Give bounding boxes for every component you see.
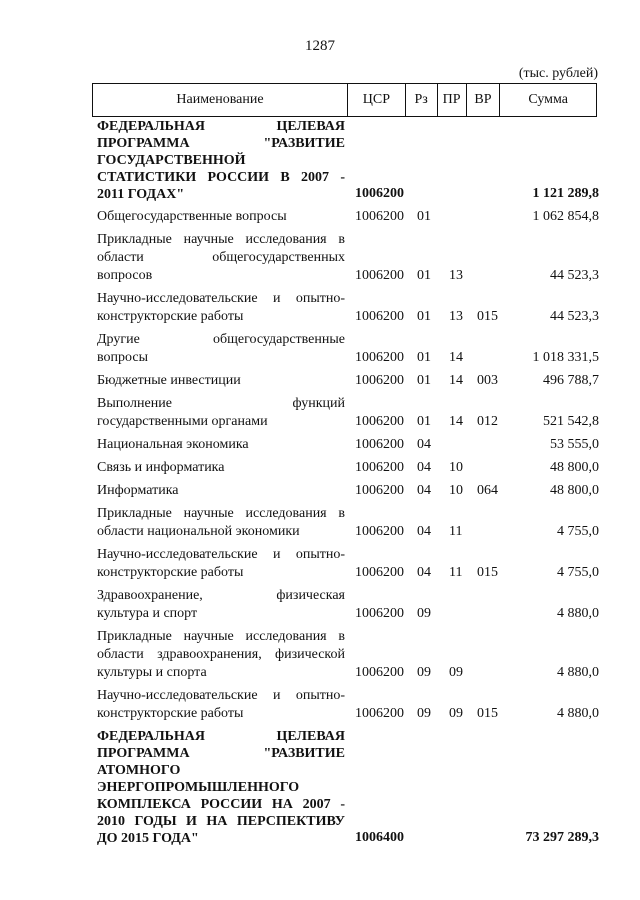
- row-vr: 003: [477, 373, 498, 388]
- row-csr: 1006400: [355, 830, 404, 845]
- row-pr: 14: [449, 373, 463, 388]
- row-csr: 1006200: [355, 483, 404, 498]
- table-row: [97, 372, 599, 390]
- row-name-line: конструкторские работы: [97, 706, 244, 721]
- row-name-line: 2011 ГОДАХ": [97, 187, 185, 202]
- row-csr: 1006200: [355, 460, 404, 475]
- row-name-line: области здравоохранения, физической: [97, 647, 345, 662]
- row-pr: 13: [449, 268, 463, 283]
- table-row: [97, 118, 599, 203]
- row-name-line: Научно-исследовательские и опытно-: [97, 688, 345, 703]
- row-name-line: АТОМНОГО: [97, 763, 181, 778]
- row-sum: 521 542,8: [543, 414, 599, 429]
- units-label: (тыс. рублей): [518, 66, 598, 81]
- row-pr: 11: [449, 565, 463, 580]
- table-row: [97, 482, 599, 500]
- header-vr: ВР: [467, 84, 501, 116]
- row-rz: 04: [417, 483, 431, 498]
- row-name-line: ДО 2015 ГОДА": [97, 831, 199, 846]
- row-rz: 09: [417, 606, 431, 621]
- row-rz: 04: [417, 460, 431, 475]
- table-row: [97, 290, 599, 326]
- row-name-line: ПРОГРАММА "РАЗВИТИЕ: [97, 746, 345, 761]
- table-row: [97, 459, 599, 477]
- row-rz: 04: [417, 437, 431, 452]
- row-name-line: вопросы: [97, 350, 148, 365]
- row-vr: 064: [477, 483, 498, 498]
- row-name-line: области национальной экономики: [97, 524, 300, 539]
- row-name-line: государственными органами: [97, 414, 268, 429]
- row-vr: 012: [477, 414, 498, 429]
- row-name-line: области общегосударственных: [97, 250, 345, 265]
- header-name: Наименование: [93, 84, 348, 116]
- row-csr: 1006200: [355, 209, 404, 224]
- row-name-line: ПРОГРАММА "РАЗВИТИЕ: [97, 136, 345, 151]
- row-name-line: вопросов: [97, 268, 153, 283]
- row-name-line: Информатика: [97, 483, 179, 498]
- row-sum: 1 062 854,8: [532, 209, 599, 224]
- table-row: [97, 587, 599, 623]
- row-rz: 01: [417, 350, 431, 365]
- page-number: 1287: [305, 38, 335, 54]
- row-csr: 1006200: [355, 186, 404, 201]
- row-vr: 015: [477, 309, 498, 324]
- row-name: [97, 628, 345, 682]
- row-name-line: Научно-исследовательские и опытно-: [97, 547, 345, 562]
- row-pr: 09: [449, 706, 463, 721]
- row-name-line: ФЕДЕРАЛЬНАЯ ЦЕЛЕВАЯ: [97, 119, 345, 134]
- row-sum: 44 523,3: [550, 268, 599, 283]
- row-pr: 09: [449, 665, 463, 680]
- row-rz: 01: [417, 373, 431, 388]
- header-sum: Сумма: [528, 92, 569, 107]
- table-row: [97, 628, 599, 682]
- table-row: [97, 395, 599, 431]
- row-pr: 10: [449, 460, 463, 475]
- row-sum: 496 788,7: [543, 373, 599, 388]
- row-sum: 48 800,0: [550, 483, 599, 498]
- row-name: [97, 687, 345, 723]
- row-name-line: культура и спорт: [97, 606, 198, 621]
- table-row: [97, 505, 599, 541]
- row-sum: 44 523,3: [550, 309, 599, 324]
- row-name-line: 2010 ГОДЫ И НА ПЕРСПЕКТИВУ: [97, 814, 345, 829]
- row-name: [97, 482, 345, 500]
- row-sum: 4 755,0: [557, 565, 599, 580]
- row-rz: 01: [417, 268, 431, 283]
- row-name-line: Прикладные научные исследования в: [97, 232, 345, 247]
- row-name: [97, 505, 345, 541]
- row-name-line: Связь и информатика: [97, 460, 225, 475]
- row-name: [97, 372, 345, 390]
- row-name-line: ЭНЕРГОПРОМЫШЛЕННОГО: [97, 780, 300, 795]
- row-name: [97, 331, 345, 367]
- row-csr: 1006200: [355, 437, 404, 452]
- row-name: [97, 231, 345, 285]
- row-pr: 14: [449, 414, 463, 429]
- row-csr: 1006200: [355, 373, 404, 388]
- row-sum: 73 297 289,3: [525, 830, 599, 845]
- row-vr: 015: [477, 706, 498, 721]
- row-name: [97, 395, 345, 431]
- header-csr: ЦСР: [348, 84, 406, 116]
- row-pr: 14: [449, 350, 463, 365]
- row-name-line: Общегосударственные вопросы: [97, 209, 287, 224]
- row-vr: 015: [477, 565, 498, 580]
- row-pr: 10: [449, 483, 463, 498]
- header-rz: Рз: [406, 84, 438, 116]
- row-name-line: Прикладные научные исследования в: [97, 506, 345, 521]
- row-csr: 1006200: [355, 606, 404, 621]
- row-name-line: Прикладные научные исследования в: [97, 629, 345, 644]
- row-sum: 4 755,0: [557, 524, 599, 539]
- row-csr: 1006200: [355, 706, 404, 721]
- row-name-line: Научно-исследовательские и опытно-: [97, 291, 345, 306]
- row-name: [97, 546, 345, 582]
- row-rz: 09: [417, 665, 431, 680]
- row-pr: 11: [449, 524, 463, 539]
- table-row: [97, 208, 599, 226]
- row-sum: 4 880,0: [557, 665, 599, 680]
- row-csr: 1006200: [355, 665, 404, 680]
- row-sum: 1 121 289,8: [532, 186, 599, 201]
- row-rz: 01: [417, 414, 431, 429]
- row-name-line: конструкторские работы: [97, 309, 244, 324]
- row-name: [97, 459, 345, 477]
- row-sum: 53 555,0: [550, 437, 599, 452]
- row-sum: 1 018 331,5: [532, 350, 599, 365]
- row-name-line: КОМПЛЕКСА РОССИИ НА 2007 -: [97, 797, 345, 812]
- row-name-line: Выполнение функций: [97, 396, 345, 411]
- row-name-line: Национальная экономика: [97, 437, 249, 452]
- table-row: [97, 728, 599, 847]
- row-name: [97, 728, 345, 847]
- table-header: [92, 83, 597, 117]
- row-name: [97, 208, 345, 226]
- table-row: [97, 546, 599, 582]
- row-csr: 1006200: [355, 565, 404, 580]
- table-row: [97, 231, 599, 285]
- row-name-line: ФЕДЕРАЛЬНАЯ ЦЕЛЕВАЯ: [97, 729, 345, 744]
- row-csr: 1006200: [355, 268, 404, 283]
- row-name-line: СТАТИСТИКИ РОССИИ В 2007 -: [97, 170, 345, 185]
- row-sum: 4 880,0: [557, 606, 599, 621]
- row-rz: 01: [417, 309, 431, 324]
- row-name-line: Бюджетные инвестиции: [97, 373, 241, 388]
- row-name: [97, 436, 345, 454]
- row-csr: 1006200: [355, 309, 404, 324]
- row-csr: 1006200: [355, 524, 404, 539]
- row-name-line: Другие общегосударственные: [97, 332, 345, 347]
- row-rz: 01: [417, 209, 431, 224]
- table-body: [97, 118, 599, 852]
- row-sum: 48 800,0: [550, 460, 599, 475]
- row-rz: 04: [417, 565, 431, 580]
- row-sum: 4 880,0: [557, 706, 599, 721]
- row-name-line: ГОСУДАРСТВЕННОЙ: [97, 153, 246, 168]
- row-name: [97, 118, 345, 203]
- row-name: [97, 587, 345, 623]
- row-name-line: конструкторские работы: [97, 565, 244, 580]
- row-csr: 1006200: [355, 414, 404, 429]
- row-name: [97, 290, 345, 326]
- row-name-line: культуры и спорта: [97, 665, 207, 680]
- row-csr: 1006200: [355, 350, 404, 365]
- row-name-line: Здравоохранение, физическая: [97, 588, 345, 603]
- header-pr: ПР: [438, 84, 467, 116]
- table-row: [97, 436, 599, 454]
- row-rz: 04: [417, 524, 431, 539]
- table-row: [97, 331, 599, 367]
- row-rz: 09: [417, 706, 431, 721]
- table-row: [97, 687, 599, 723]
- row-pr: 13: [449, 309, 463, 324]
